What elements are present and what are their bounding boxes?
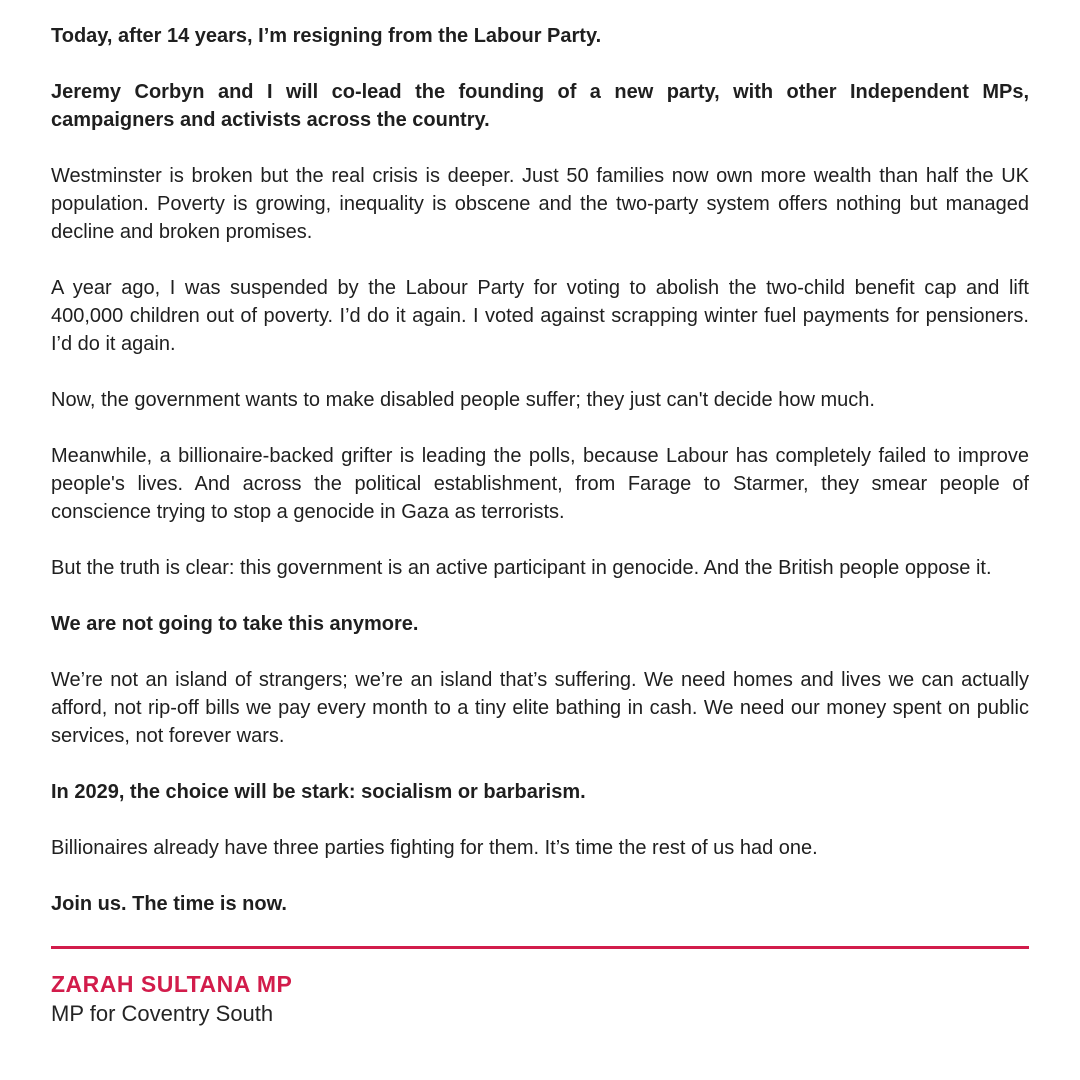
paragraph-truth: But the truth is clear: this government is an active participant in genocide. And the British people oppose it. — [51, 557, 992, 579]
paragraph-new-party: Jeremy Corbyn and I will co-lead the founding of a new party, with other Independent MPs, campaigners and activists across the country. — [51, 81, 1029, 131]
paragraph-not-take-this: We are not going to take this anymore. — [51, 613, 419, 635]
signature-name: ZARAH SULTANA MP — [51, 971, 293, 997]
signature-divider — [51, 946, 1029, 949]
paragraph-suspension: A year ago, I was suspended by the Labour Party for voting to abolish the two-child benefit cap and lift 400,000 children out of poverty. I’d do it again. I voted against scrapping winter fuel payments for pensioners. I’d do it again. — [51, 277, 1029, 355]
signature-role: MP for Coventry South — [51, 1001, 274, 1026]
paragraph-disabled: Now, the government wants to make disabled people suffer; they just can't decide how much. — [51, 389, 875, 411]
paragraph-join-us: Join us. The time is now. — [51, 893, 287, 915]
paragraph-2029-choice: In 2029, the choice will be stark: socialism or barbarism. — [51, 781, 586, 803]
paragraph-westminster: Westminster is broken but the real crisis is deeper. Just 50 families now own more wealth than half the UK population. Poverty is growing, inequality is obscene and the two-party system offers nothing but managed decline and broken promises. — [51, 165, 1029, 243]
paragraph-billionaires: Billionaires already have three parties fighting for them. It’s time the rest of us had one. — [51, 837, 818, 859]
paragraph-grifter: Meanwhile, a billionaire-backed grifter is leading the polls, because Labour has completely failed to improve people's lives. And across the political establishment, from Farage to Starmer, they smear people of conscience trying to stop a genocide in Gaza as terrorists. — [51, 445, 1029, 523]
paragraph-resignation: Today, after 14 years, I’m resigning from the Labour Party. — [51, 25, 602, 47]
paragraph-island: We’re not an island of strangers; we’re an island that’s suffering. We need homes and lives we can actually afford, not rip-off bills we pay every month to a tiny elite bathing in cash. We need our money spent on public services, not forever wars. — [51, 669, 1029, 747]
